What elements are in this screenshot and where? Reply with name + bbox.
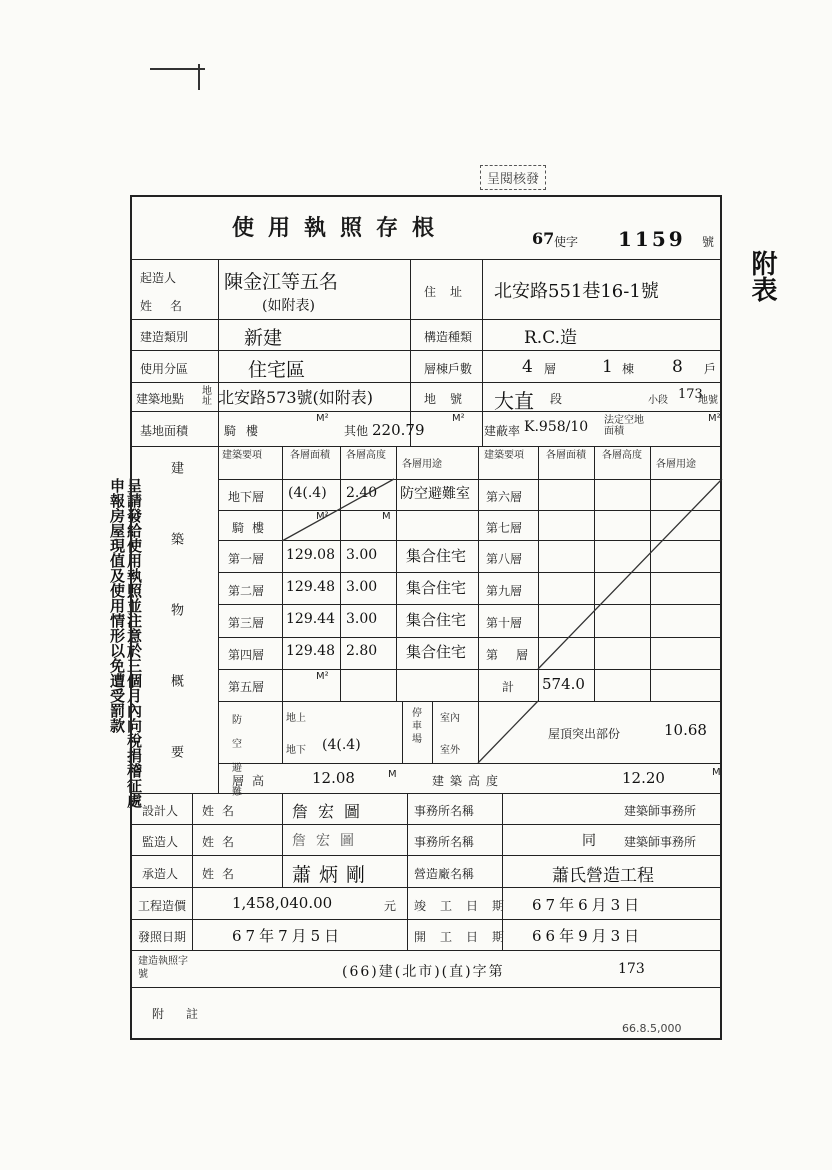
row-line — [218, 701, 722, 702]
floor-height: 3.00 — [346, 611, 378, 627]
area-unit-2: M² — [452, 413, 465, 424]
row-line — [218, 669, 722, 670]
other-label: 其他 — [344, 424, 369, 438]
floor-height-value-unit: M — [388, 769, 397, 780]
col-header-height: 各層高度 — [346, 450, 386, 461]
start-date-value: 66年9月3日 — [532, 927, 644, 945]
floor-height-value: 12.08 — [312, 769, 355, 787]
buildings-unit: 棟 — [622, 362, 635, 376]
shelter-below-value: (4(.4) — [322, 737, 361, 753]
right-margin-note: 附表 — [747, 250, 777, 302]
floor-label: 第一層 — [228, 552, 265, 566]
col-header-area-r: 各層面積 — [546, 450, 586, 461]
left-margin-note: 呈請發給使用執照並注意於三個月內向稅捐稽征處申報房屋現值及使用情形以免遭受罰款 — [108, 478, 143, 808]
approval-stamp: 呈閱核發 — [480, 165, 546, 190]
row-line — [132, 350, 722, 351]
designer-role: 設計人 — [142, 804, 179, 818]
arcade-label: 騎樓 — [224, 424, 269, 438]
contractor-name-label: 姓名 — [202, 867, 243, 881]
floor-use: 集合住宅 — [406, 611, 467, 629]
applicant-name: 陳金江等五名 — [224, 271, 339, 293]
construction-permit-label: 建造執照字號 — [138, 956, 188, 980]
issue-date-value: 67年7月5日 — [232, 927, 344, 945]
floor-label-r: 第七層 — [486, 521, 523, 535]
permit-number-label: 使字 — [554, 235, 579, 249]
row-line — [132, 987, 722, 988]
col-line — [478, 446, 479, 701]
floor-use: 集合住宅 — [406, 547, 467, 565]
shelter-below: 地下 — [286, 745, 306, 756]
applicant-name-label: 姓名 — [140, 299, 201, 313]
floor-use: 集合住宅 — [406, 579, 467, 597]
total-value: 574.0 — [542, 675, 585, 693]
floor-label-r: 第層 — [486, 648, 547, 662]
col-header-item: 建築要項 — [222, 450, 262, 461]
completion-date-label: 竣工日期 — [414, 899, 519, 913]
floor-label: 第五層 — [228, 680, 265, 694]
address-value: 北安路551巷16-1號 — [494, 281, 659, 302]
corner-mark-tick — [198, 64, 200, 90]
applicant-name-note: (如附表) — [262, 298, 315, 314]
address-label: 住址 — [424, 285, 477, 299]
buildings-value: 1 — [602, 357, 613, 377]
remarks-label: 附註 — [152, 1007, 221, 1021]
col-line — [410, 259, 411, 446]
supervisor-firm-suffix: 建築師事務所 — [624, 835, 697, 849]
area-unit-1: M² — [316, 413, 329, 424]
building-type-value: 新建 — [244, 327, 283, 349]
floor-label: 第二層 — [228, 584, 265, 598]
permit-number: 1159 — [618, 227, 686, 251]
floor-use: 防空避難室 — [400, 486, 470, 502]
col-header-use-r: 各層用途 — [656, 459, 696, 470]
floor-height: 2.40 — [346, 485, 378, 501]
building-height-unit: M — [712, 767, 721, 778]
contractor-name: 蕭炳剛 — [292, 864, 374, 886]
col-line — [402, 701, 403, 763]
floor-label-r: 第十層 — [486, 616, 523, 630]
total-label: 計 — [502, 680, 515, 694]
col-line — [218, 259, 219, 793]
section-unit: 段 — [550, 392, 563, 406]
location-label: 建築地點 — [136, 392, 185, 406]
floors-value: 4 — [522, 357, 533, 377]
subsection-label: 小段 — [648, 395, 668, 406]
lot-label: 地號 — [424, 392, 477, 406]
location-prefix: 地址 — [202, 386, 212, 407]
floor-label-r: 第八層 — [486, 552, 523, 566]
floor-area-unit: M² — [316, 511, 329, 522]
cost-unit: 元 — [384, 899, 397, 913]
floor-height: 3.00 — [346, 579, 378, 595]
designer-name: 詹宏圖 — [292, 802, 371, 821]
floor-area: (4(.4) — [288, 485, 327, 501]
cost-label: 工程造價 — [138, 899, 187, 913]
row-line — [132, 382, 722, 383]
permit-number-suffix: 號 — [702, 235, 715, 249]
roof-value: 10.68 — [664, 721, 707, 739]
col-line — [502, 793, 503, 950]
row-line — [132, 793, 722, 794]
floor-label: 騎樓 — [232, 521, 273, 535]
floor-height: 2.80 — [346, 643, 378, 659]
floors-unit: 層 — [544, 362, 557, 376]
floor-label: 地下層 — [228, 490, 265, 504]
floor-height-label: 層高 — [232, 774, 273, 788]
building-type-label: 建造類別 — [140, 330, 189, 344]
parking-out: 室外 — [440, 745, 460, 756]
col-line — [407, 793, 408, 950]
zone-label: 使用分區 — [140, 362, 189, 376]
structure-value: R.C.造 — [524, 328, 578, 348]
row-line — [132, 950, 722, 951]
col-header-height-r: 各層高度 — [602, 450, 642, 461]
floor-label-r: 第九層 — [486, 584, 523, 598]
footer-code: 66.8.5,000 — [622, 1022, 682, 1035]
lot-number: 173 — [678, 387, 703, 402]
form-title: 使用執照存根 — [232, 216, 449, 241]
floor-area: 129.48 — [286, 643, 335, 659]
shelter-label: 防空避難 — [232, 715, 242, 798]
lot-unit: 地號 — [698, 395, 718, 406]
col-line — [432, 701, 433, 763]
parking-in: 室內 — [440, 713, 460, 724]
col-line — [282, 793, 283, 888]
floor-area: 129.08 — [286, 547, 335, 563]
parking-label: 停車場 — [412, 708, 422, 745]
construction-permit-number: 173 — [618, 961, 645, 977]
row-line — [132, 824, 722, 825]
zone-value: 住宅區 — [248, 359, 306, 381]
legal-space-label: 法定空地面積 — [604, 415, 644, 437]
floor-height: 3.00 — [346, 547, 378, 563]
supervisor-firm: 同 — [582, 833, 596, 849]
permit-number-prefix: 67 — [532, 229, 555, 248]
coverage-label: 建蔽率 — [484, 424, 521, 438]
start-date-label: 開工日期 — [414, 930, 519, 944]
row-line — [132, 319, 722, 320]
col-line — [192, 793, 193, 950]
supervisor-firm-label: 事務所名稱 — [414, 835, 475, 849]
completion-date-value: 67年6月3日 — [532, 896, 644, 914]
floor-use: 集合住宅 — [406, 643, 467, 661]
building-height-value: 12.20 — [622, 769, 665, 787]
col-header-item-r: 建築要項 — [484, 450, 524, 461]
section-value: 大直 — [494, 389, 534, 413]
corner-mark — [150, 68, 205, 73]
row-line — [132, 411, 722, 412]
row-line — [132, 919, 722, 920]
floor-label: 第三層 — [228, 616, 265, 630]
construction-permit-value: (66)建(北市)(直)字第 — [342, 964, 505, 980]
location-value: 北安路573號(如附表) — [218, 388, 374, 407]
col-header-use: 各層用途 — [402, 459, 442, 470]
designer-firm-suffix: 建築師事務所 — [624, 804, 697, 818]
units-label: 層棟戶數 — [424, 362, 473, 376]
roof-label: 屋頂突出部份 — [548, 727, 621, 741]
floor-label-r: 第六層 — [486, 490, 523, 504]
other-value: 220.79 — [372, 421, 425, 439]
building-height-label: 建築高度 — [432, 774, 505, 788]
floor-height-unit: M — [382, 511, 391, 522]
floor-area: 129.44 — [286, 611, 335, 627]
shelter-above: 地上 — [286, 713, 306, 724]
cost-value: 1,458,040.00 — [232, 894, 333, 912]
floor-area-unit: M² — [316, 671, 329, 682]
cancel-diagonal-parking — [478, 701, 538, 763]
row-line — [132, 855, 722, 856]
area-unit-3: M² — [708, 413, 721, 424]
floor-area: 129.48 — [286, 579, 335, 595]
contractor-firm-label: 營造廠名稱 — [414, 867, 475, 881]
row-line — [218, 763, 722, 764]
cancel-diagonal — [538, 479, 722, 669]
designer-name-label: 姓名 — [202, 804, 243, 818]
col-line — [396, 446, 397, 701]
row-line — [132, 446, 722, 447]
supervisor-role: 監造人 — [142, 835, 179, 849]
permit-form — [130, 195, 722, 1040]
contractor-role: 承造人 — [142, 867, 179, 881]
households-unit: 戶 — [704, 362, 717, 376]
designer-firm-label: 事務所名稱 — [414, 804, 475, 818]
floor-label: 第四層 — [228, 648, 265, 662]
cancel-diagonal-left — [282, 479, 394, 541]
col-header-area: 各層面積 — [290, 450, 330, 461]
coverage-value: K.958/10 — [524, 419, 589, 435]
applicant-label: 起造人 — [140, 271, 177, 285]
supervisor-name-label: 姓名 — [202, 835, 243, 849]
col-line — [482, 259, 483, 446]
building-summary-label: 建築物概要 — [168, 461, 183, 816]
row-line — [132, 259, 722, 260]
row-line — [132, 887, 722, 888]
area-label: 基地面積 — [140, 424, 189, 438]
issue-date-label: 發照日期 — [138, 930, 187, 944]
households-value: 8 — [672, 357, 683, 377]
structure-label: 構造種類 — [424, 330, 473, 344]
supervisor-name: 詹宏圖 — [292, 833, 364, 849]
contractor-firm: 蕭氏營造工程 — [552, 866, 654, 886]
